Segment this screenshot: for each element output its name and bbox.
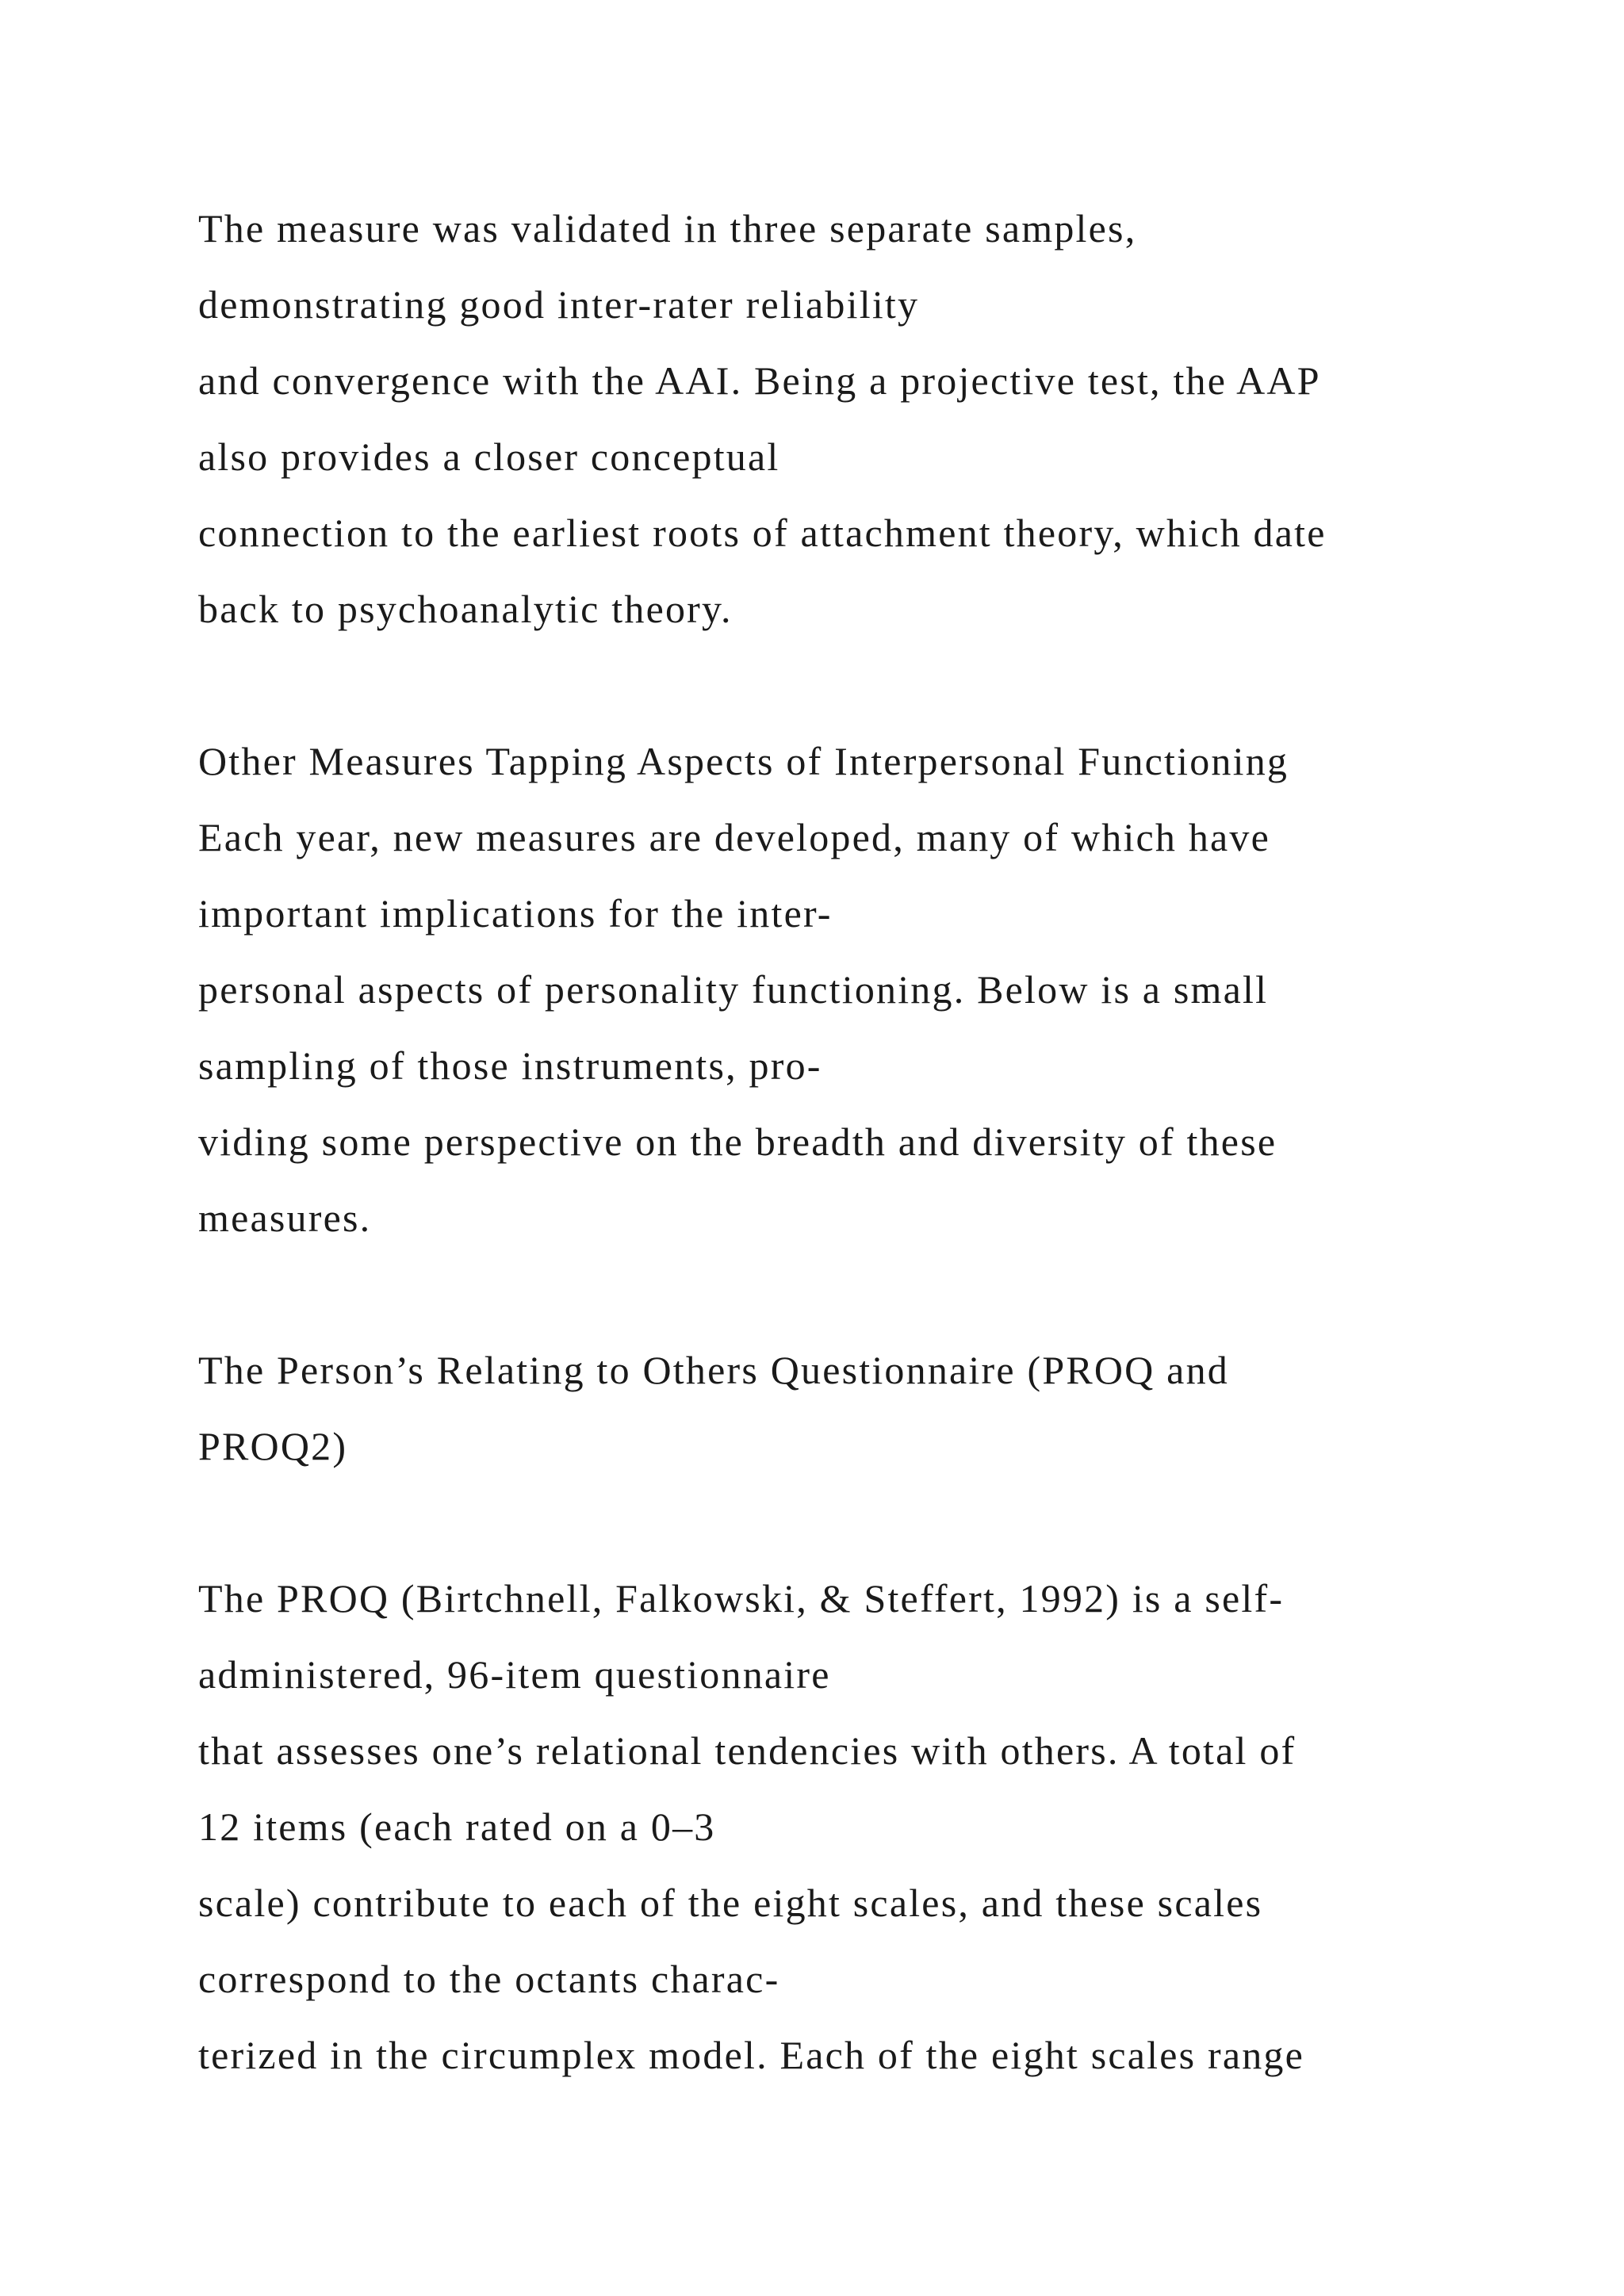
text-line: connection to the earliest roots of attachment theory, which date bbox=[198, 511, 1327, 555]
text-line: that assesses one’s relational tendencies with others. A total of bbox=[198, 1728, 1297, 1773]
paragraph-gap bbox=[198, 647, 1546, 723]
text-line: terized in the circumplex model. Each of the eight scales range bbox=[198, 2033, 1305, 2077]
subsection-heading: The Person’s Relating to Others Questionnaire (PROQ and bbox=[198, 1348, 1229, 1392]
paragraph-gap bbox=[198, 1256, 1546, 1332]
section-heading: Other Measures Tapping Aspects of Interpersonal Functioning bbox=[198, 739, 1289, 783]
text-line: Each year, new measures are developed, many of which have bbox=[198, 815, 1271, 859]
text-line: administered, 96-item questionnaire bbox=[198, 1652, 831, 1697]
text-line: The measure was validated in three separate samples, bbox=[198, 206, 1137, 251]
text-line: and convergence with the AAI. Being a projective test, the AAP bbox=[198, 358, 1321, 403]
text-line: also provides a closer conceptual bbox=[198, 434, 780, 479]
text-line: scale) contribute to each of the eight scales, and these scales bbox=[198, 1881, 1263, 1925]
text-line: personal aspects of personality functioning. Below is a small bbox=[198, 967, 1269, 1012]
text-line: demonstrating good inter-rater reliability bbox=[198, 282, 920, 327]
text-line: correspond to the octants charac- bbox=[198, 1957, 780, 2001]
paragraph-gap bbox=[198, 1484, 1546, 1560]
text-line: The PROQ (Birtchnell, Falkowski, & Steffert, 1992) is a self- bbox=[198, 1576, 1285, 1621]
document-body bbox=[198, 190, 1546, 2093]
text-line: measures. bbox=[198, 1196, 372, 1240]
subsection-heading: PROQ2) bbox=[198, 1424, 348, 1468]
text-line: 12 items (each rated on a 0–3 bbox=[198, 1804, 716, 1849]
text-line: back to psychoanalytic theory. bbox=[198, 587, 733, 631]
text-line: sampling of those instruments, pro- bbox=[198, 1043, 822, 1088]
text-line: viding some perspective on the breadth and diversity of these bbox=[198, 1119, 1277, 1164]
text-line: important implications for the inter- bbox=[198, 891, 833, 936]
